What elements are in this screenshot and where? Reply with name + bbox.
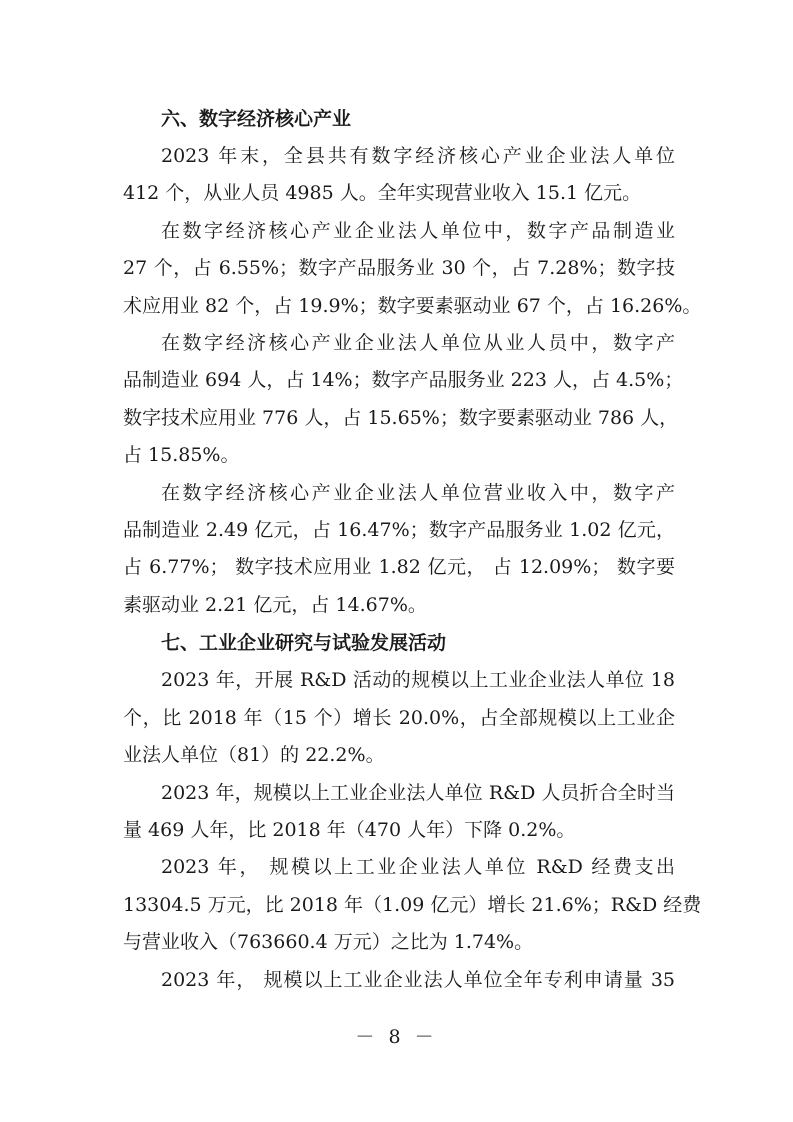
text-line: 素驱动业 2.21 亿元，占 14.67%。 <box>123 593 427 616</box>
section-7-paragraph-3 <box>123 849 702 961</box>
text-line: 占 15.85%。 <box>123 444 240 467</box>
section-6-paragraph-1 <box>123 138 675 213</box>
text-line: 量 469 人年，比 2018 年（470 人年）下降 0.2%。 <box>123 818 576 841</box>
text-line: 业法人单位（81）的 22.2%。 <box>123 744 385 767</box>
text-line: 412 个，从业人员 4985 人。全年实现营业收入 15.1 亿元。 <box>123 182 642 205</box>
text-line: 2023 年末，全县共有数字经济核心产业企业法人单位 <box>161 145 675 167</box>
text-line: 在数字经济核心产业企业法人单位中，数字产品制造业 <box>161 219 675 242</box>
section-6-paragraph-2 <box>123 213 702 325</box>
text-line: 在数字经济核心产业企业法人单位从业人员中，数字产 <box>161 332 675 355</box>
text-line: 在数字经济核心产业企业法人单位营业收入中，数字产 <box>161 481 675 504</box>
text-line: 27 个，占 6.55%；数字产品服务业 30 个，占 7.28%；数字技 <box>123 257 675 280</box>
text-line: 2023 年， 规模以上工业企业法人单位 R&D 经费支出 <box>161 856 675 879</box>
section-6-paragraph-4 <box>123 475 675 625</box>
text-line: 术应用业 82 个，占 19.9%；数字要素驱动业 67 个，占 16.26%。 <box>123 294 702 317</box>
text-line: 2023 年，开展 R&D 活动的规模以上工业企业法人单位 18 <box>161 669 675 692</box>
page-number: － 8 － <box>355 1026 438 1048</box>
section-7-paragraph-1 <box>123 662 675 774</box>
section-6-paragraph-3 <box>123 325 684 475</box>
text-line: 数字技术应用业 776 人，占 15.65%；数字要素驱动业 786 人， <box>123 406 679 429</box>
section-7-paragraph-4 <box>123 962 675 999</box>
text-line: 品制造业 2.49 亿元，占 16.47%；数字产品服务业 1.02 亿元， <box>123 519 675 542</box>
section-6-heading: 六、数字经济核心产业 <box>161 108 352 130</box>
text-line: 2023 年，规模以上工业企业法人单位 R&D 人员折合全时当 <box>161 781 675 804</box>
section-7-paragraph-2 <box>123 775 675 850</box>
text-line: 品制造业 694 人，占 14%；数字产品服务业 223 人，占 4.5%； <box>123 369 684 392</box>
text-line: 2023 年， 规模以上工业企业法人单位全年专利申请量 35 <box>161 968 675 991</box>
section-7-heading: 七、工业企业研究与试验发展活动 <box>161 632 447 655</box>
document-page <box>123 100 702 999</box>
text-line: 个，比 2018 年（15 个）增长 20.0%，占全部规模以上工业企 <box>123 706 675 729</box>
text-line: 13304.5 万元，比 2018 年（1.09 亿元）增长 21.6%；R&D 经费 <box>123 893 702 916</box>
text-line: 占 6.77%； 数字技术应用业 1.82 亿元， 占 12.09%； 数字要 <box>123 556 675 579</box>
text-line: 与营业收入（763660.4 万元）之比为 1.74%。 <box>123 931 534 954</box>
